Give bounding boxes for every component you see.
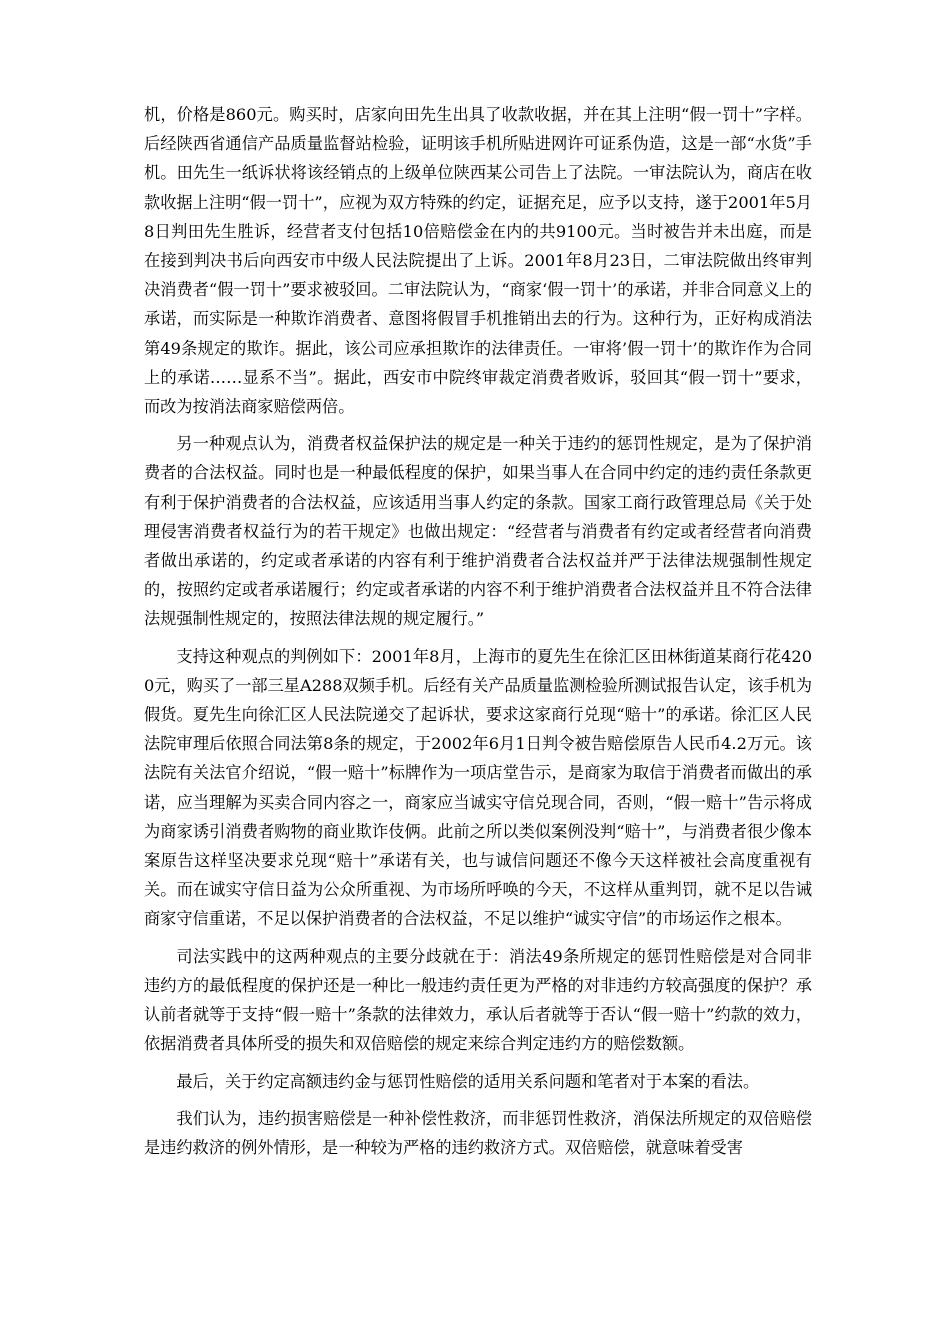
paragraph-our-view: 我们认为，违约损害赔偿是一种补偿性救济，而非惩罚性救济，消保法所规定的双倍赔偿是违约救济的例外情形，是一种较为严格的违约救济方式。双倍赔偿，就意味着受害: [144, 1108, 812, 1157]
document-body: [144, 100, 812, 1170]
paragraph-second-view: 另一种观点认为，消费者权益保护法的规定是一种关于违约的惩罚性规定，是为了保护消费者的合法权益。同时也是一种最低程度的保护，如果当事人在合同中约定的违约责任条款更有利于保护消费者的合法权益，应该适用当事人约定的条款。国家工商行政管理总局《关于处理侵害消费者权益行为的若干规定》也做出规定：“经营者与消费者有约定或者经营者向消费者做出承诺的，约定或者承诺的内容有利于维护消费者合法权益并严于法律法规强制性规定的，按照约定或者承诺履行；约定或者承诺的内容不利于维护消费者合法权益并且不符合法律法规强制性规定的，按照法律法规的规定履行。”: [144, 434, 812, 629]
paragraph-case-xian: 机，价格是860元。购买时，店家向田先生出具了收款收据，并在其上注明“假一罚十”字样。后经陕西省通信产品质量监督站检验，证明该手机所贴进网许可证系伪造，这是一部“水货”手机。田先生一纸诉状将该经销点的上级单位陕西某公司告上了法院。一审法院认为，商店在收款收据上注明“假一罚十”，应视为双方特殊的约定，证据充足，应予以支持，遂于2001年5月8日判田先生胜诉，经营者支付包括10倍赔偿金在内的共9100元。当时被告并未出庭，而是在接到判决书后向西安市中级人民法院提出了上诉。2001年8月23日，二审法院做出终审判决消费者“假一罚十”要求被驳回。二审法院认为，“商家‘假一罚十’的承诺，并非合同意义上的承诺，而实际是一种欺诈消费者、意图将假冒手机推销出去的行为。这种行为，正好构成消法第49条规定的欺诈。据此，该公司应承担欺诈的法律责任。一审将’假一罚十’的欺诈作为合同上的承诺……显系不当”。据此，西安市中院终审裁定消费者败诉，驳回其“假一罚十”要求，而改为按消法商家赔偿两倍。: [144, 105, 812, 417]
paragraph-case-shanghai: 支持这种观点的判例如下：2001年8月，上海市的夏先生在徐汇区田林街道某商行花4200元，购买了一部三星A288双频手机。后经有关产品质量监测检验所测试报告认定，该手机为假货。夏先生向徐汇区人民法院递交了起诉状，要求这家商行兑现“赔十”的承诺。徐汇区人民法院审理后依照合同法第8条的规定，于2002年6月1日判令被告赔偿原告人民币4.2万元。该法院有关法官介绍说，“假一赔十”标牌作为一项店堂告示，是商家为取信于消费者而做出的承诺，应当理解为买卖合同内容之一，商家应当诚实守信兑现合同，否则，“假一赔十”告示将成为商家诱引消费者购物的商业欺诈伎俩。此前之所以类似案例没判“赔十”，与消费者很少像本案原告这样坚决要求兑现“赔十”承诺有关，也与诚信问题还不像今天这样被社会高度重视有关。而在诚实守信日益为公众所重视、为市场所呼唤的今天，不这样从重判罚，就不足以告诫商家守信重诺，不足以保护消费者的合法权益，不足以维护“诚实守信”的市场运作之根本。: [144, 646, 813, 929]
paragraph-finally: 最后，关于约定高额违约金与惩罚性赔偿的适用关系问题和笔者对于本案的看法。: [176, 1071, 760, 1091]
paragraph-divergence: 司法实践中的这两种观点的主要分歧就在于：消法49条所规定的惩罚性赔偿是对合同非违约方的最低程度的保护还是一种比一般违约责任更为严格的对非违约方较高强度的保护？承认前者就等于支持“假一赔十”条款的法律效力，承认后者就等于否认“假一赔十”约款的效力，依据消费者具体所受的损失和双倍赔偿的规定来综合判定违约方的赔偿数额。: [144, 946, 812, 1054]
